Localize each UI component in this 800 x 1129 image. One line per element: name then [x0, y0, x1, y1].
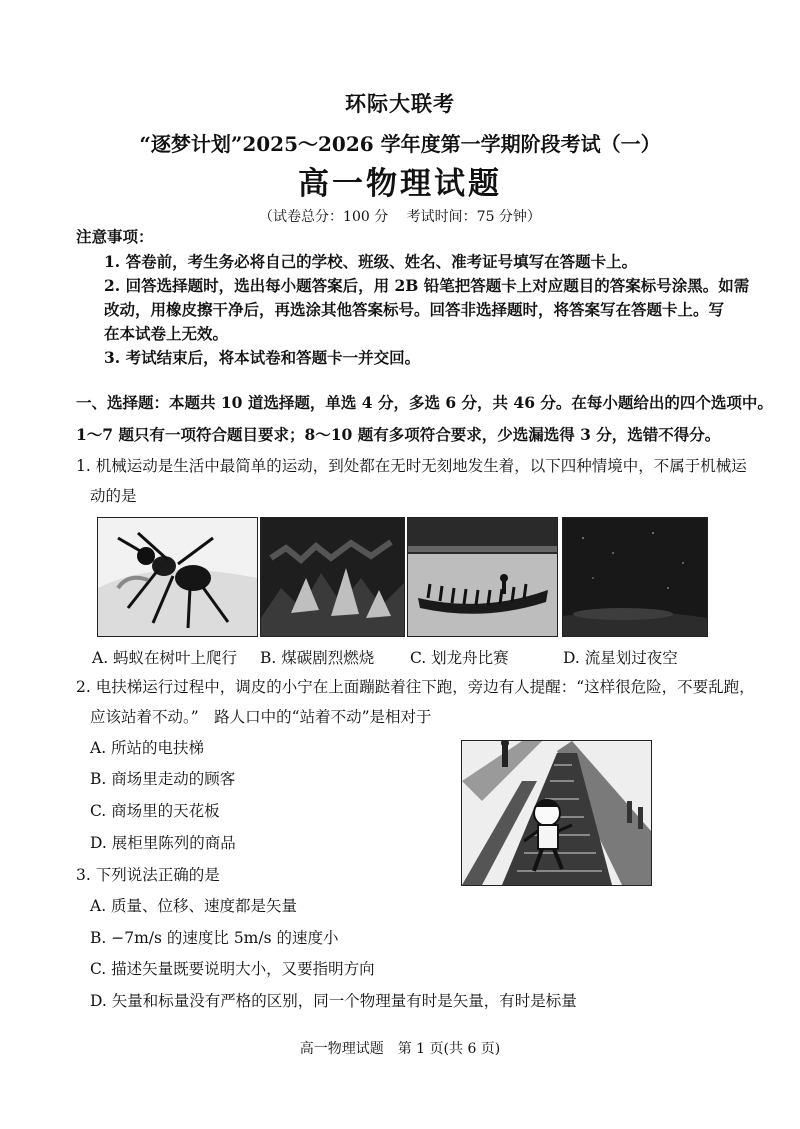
q3-option-b: B. −7m/s 的速度比 5m/s 的速度小 [90, 929, 339, 947]
q2-option-a: A. 所站的电扶梯 [90, 739, 205, 757]
section-instructions-2: 1～7 题只有一项符合题目要求；8～10 题有多项符合要求，少选漏选得 3 分，选错不得分。 [76, 425, 721, 444]
q2-option-b: B. 商场里走动的顾客 [90, 770, 236, 788]
ant-on-leaf-image [97, 517, 258, 637]
q1-option-d: D. 流星划过夜空 [563, 649, 678, 667]
q3-stem: 3. 下列说法正确的是 [76, 866, 220, 884]
q2-option-c: C. 商场里的天花板 [90, 802, 220, 820]
notice-item-2: 2. 回答选择题时，选出每小题答案后，用 2B 铅笔把答题卡上对应题目的答案标号涂黑。如需 [104, 276, 750, 295]
page-footer: 高一物理试题 第 1 页(共 6 页) [299, 1041, 501, 1057]
q2-stem: 2. 电扶梯运行过程中，调皮的小宁在上面蹦跶着往下跑，旁边有人提醒：“这样很危险，不要乱跑， [76, 678, 755, 696]
section-instructions-1: 一、选择题：本题共 10 道选择题，单选 4 分，多选 6 分，共 46 分。在每小题给出的四个选项中。 [76, 393, 773, 412]
dragon-boat-image [407, 517, 558, 637]
escalator-boy-image [461, 740, 652, 886]
notice-item-1: 1. 答卷前，考生务必将自己的学校、班级、姓名、准考证号填写在答题卡上。 [104, 252, 638, 271]
notice-item-2-cont2: 在本试卷上无效。 [104, 324, 229, 343]
q2-stem-cont: 应该站着不动。” 路人口中的“站着不动”是相对于 [90, 708, 432, 726]
notice-item-2-cont: 改动，用橡皮擦干净后，再选涂其他答案标号。回答非选择题时，将答案写在答题卡上。写 [104, 300, 725, 319]
q2-option-d: D. 展柜里陈列的商品 [90, 834, 236, 852]
q1-stem-cont: 动的是 [90, 487, 137, 505]
exam-org: 环际大联考 [345, 91, 455, 116]
notice-item-3: 3. 考试结束后，将本试卷和答题卡一并交回。 [104, 348, 421, 367]
q3-option-d: D. 矢量和标量没有严格的区别，同一个物理量有时是矢量，有时是标量 [90, 992, 577, 1010]
q1-option-b: B. 煤碳剧烈燃烧 [260, 649, 375, 667]
q3-option-c: C. 描述矢量既要说明大小，又要指明方向 [90, 960, 375, 978]
q3-option-a: A. 质量、位移、速度都是矢量 [90, 897, 298, 915]
exam-info: （试卷总分：100 分 考试时间：75 分钟） [259, 209, 541, 225]
burning-coal-image [260, 517, 405, 637]
meteor-night-sky-image [562, 517, 708, 637]
notice-heading: 注意事项： [76, 227, 154, 246]
q1-option-a: A. 蚂蚁在树叶上爬行 [92, 649, 238, 667]
page-title: 高一物理试题 [298, 166, 502, 202]
exam-name: “逐梦计划”2025～2026 学年度第一学期阶段考试（一） [139, 132, 661, 156]
q1-option-c: C. 划龙舟比赛 [410, 649, 509, 667]
q1-stem: 1. 机械运动是生活中最简单的运动，到处都在无时无刻地发生着，以下四种情境中，不属于机械运 [76, 457, 747, 475]
